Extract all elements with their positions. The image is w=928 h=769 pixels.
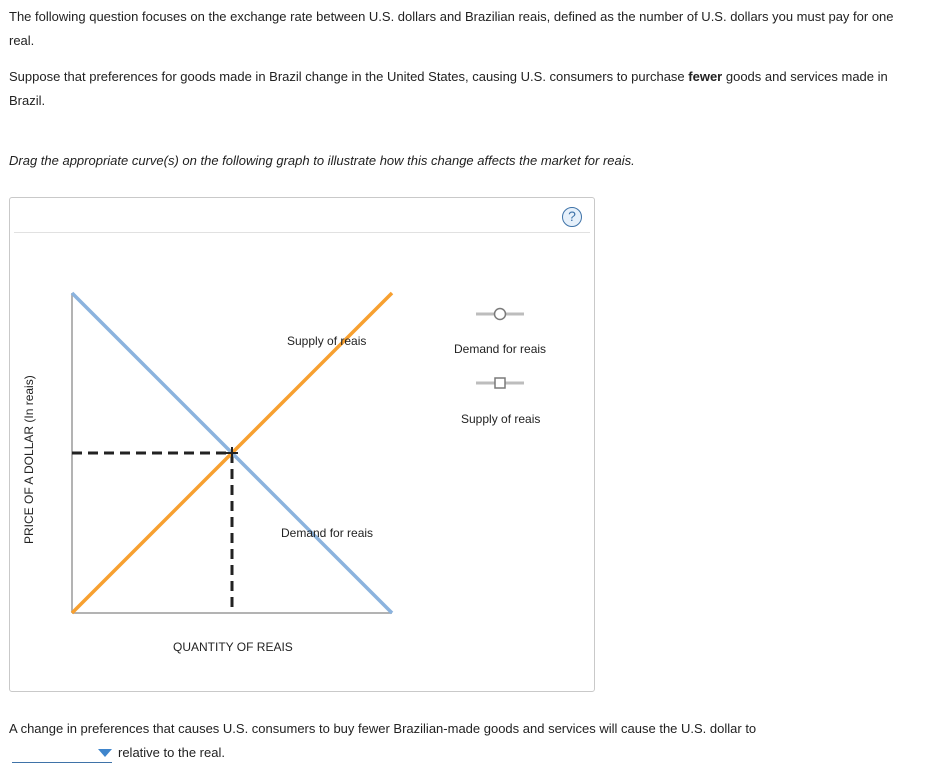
scenario-text xyxy=(9,65,921,113)
x-axis-label: QUANTITY OF REAIS xyxy=(173,640,293,654)
intro-text: The following question focuses on the exchange rate between U.S. dollars and Brazilian reais, defined as the number of U.S. dollars you must pay for one real. xyxy=(9,9,894,48)
scenario-text-before: Suppose that preferences for goods made in Brazil change in the United States, causing U.S. consumers to purchase xyxy=(9,69,689,84)
answer-sentence: A change in preferences that causes U.S. consumers to buy fewer Brazilian-made goods and services will cause the U.S. dollar to xyxy=(9,721,757,736)
palette-supply-tool[interactable] xyxy=(476,378,524,388)
circle-icon[interactable] xyxy=(495,309,506,320)
help-button[interactable]: ? xyxy=(562,207,582,227)
palette-demand-tool[interactable] xyxy=(476,309,524,320)
palette-supply-label: Supply of reais xyxy=(461,412,541,426)
answer-sentence-end: relative to the real. xyxy=(118,745,225,760)
graph-svg xyxy=(10,198,596,693)
palette-demand-label: Demand for reais xyxy=(454,342,547,356)
square-icon[interactable] xyxy=(495,378,505,388)
scenario-text-bold: fewer xyxy=(688,69,723,84)
scenario-text-after: goods and services made in Brazil. xyxy=(9,69,888,108)
instruction-text: Drag the appropriate curve(s) on the following graph to illustrate how this change affects the market for reais. xyxy=(9,153,635,168)
y-axis-label: PRICE OF A DOLLAR (In reais) xyxy=(22,375,36,544)
supply-curve-label: Supply of reais xyxy=(287,334,367,348)
answer-dropdown[interactable] xyxy=(12,744,112,763)
graph-panel xyxy=(9,197,595,692)
demand-curve-label: Demand for reais xyxy=(281,526,374,540)
chevron-down-icon[interactable] xyxy=(98,749,112,757)
